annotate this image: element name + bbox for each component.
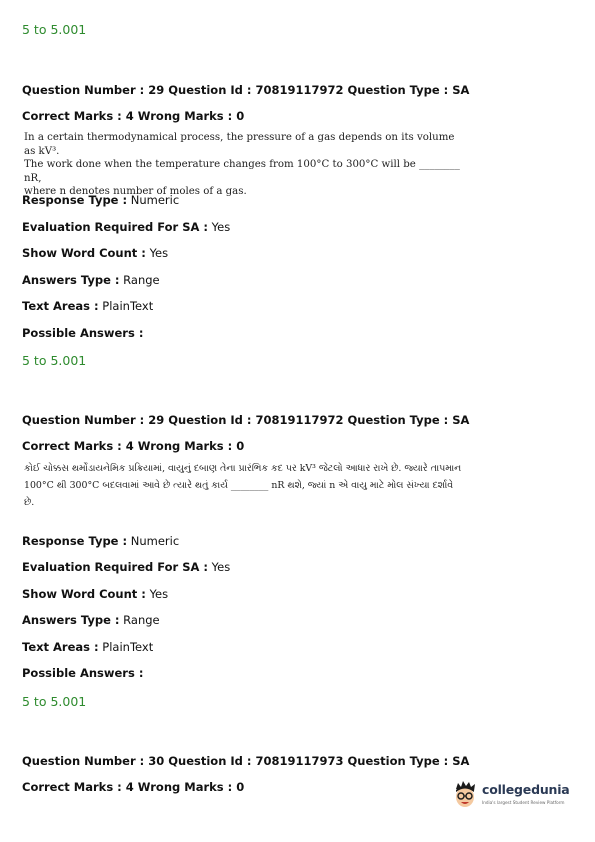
response-type-value: Numeric [130,193,180,207]
possible-answers-row [22,666,143,680]
question-marks: Correct Marks : 4 Wrong Marks : 0 [22,109,245,123]
text-areas-label: Text Areas : [22,299,99,313]
question-marks: Correct Marks : 4 Wrong Marks : 0 [22,439,245,453]
question-header: Question Number : 29 Question Id : 70819117972 Question Type : SA [22,83,470,97]
question-text [24,131,464,199]
possible-answers-label: Possible Answers : [22,666,144,680]
possible-answer-value: 5 to 5.001 [22,22,87,37]
evaluation-row [22,560,230,574]
question-text-line: In a certain thermodynamical process, the pressure of a gas depends on its volume as kV³. [24,132,455,157]
word-count-value: Yes [149,587,169,601]
question-text [24,460,464,511]
question-text-line: 100°C થી 300°C બદલવામાં આવે છે ત્યારે થતું કાર્ય ________ nR થશે, જ્યાં n એ વાયુ માટે મોલ સંખ્યા દર્શાવે [24,480,454,491]
answers-type-label: Answers Type : [22,273,120,287]
possible-answer-value: 5 to 5.001 [22,694,87,709]
question-header: Question Number : 29 Question Id : 70819117972 Question Type : SA [22,413,470,427]
response-type-row [22,193,179,207]
question-marks: Correct Marks : 4 Wrong Marks : 0 [22,780,245,794]
answers-type-label: Answers Type : [22,613,120,627]
answers-type-value: Range [123,613,160,627]
evaluation-value: Yes [211,220,231,234]
question-text-line: The work done when the temperature changes from 100°C to 300°C will be ________ nR, [24,159,460,184]
text-areas-label: Text Areas : [22,640,99,654]
text-areas-row [22,640,153,654]
evaluation-label: Evaluation Required For SA : [22,560,209,574]
word-count-value: Yes [149,246,169,260]
question-header: Question Number : 30 Question Id : 70819117973 Question Type : SA [22,754,470,768]
word-count-row [22,587,168,601]
question-text-line: છે. [24,497,35,508]
text-areas-row [22,299,153,313]
logo-tagline: India's largest Student Review Platform [482,800,565,805]
response-type-value: Numeric [130,534,180,548]
possible-answers-row [22,326,143,340]
response-type-row [22,534,179,548]
response-type-label: Response Type : [22,534,128,548]
possible-answers-label: Possible Answers : [22,326,144,340]
possible-answer-value: 5 to 5.001 [22,353,87,368]
question-text-line: where n denotes number of moles of a gas. [24,186,247,197]
text-areas-value: PlainText [102,299,154,313]
evaluation-label: Evaluation Required For SA : [22,220,209,234]
word-count-row [22,246,168,260]
answers-type-row [22,273,160,287]
answers-type-row [22,613,160,627]
response-type-label: Response Type : [22,193,128,207]
evaluation-row [22,220,230,234]
logo-name: collegedunia [482,782,570,797]
collegedunia-logo [452,778,572,814]
student-face-icon [452,780,478,810]
text-areas-value: PlainText [102,640,154,654]
word-count-label: Show Word Count : [22,587,146,601]
word-count-label: Show Word Count : [22,246,146,260]
answers-type-value: Range [123,273,160,287]
question-text-line: કોઈ ચોક્કસ થર્મોડાયનેમિક પ્રક્રિયામાં, વાયુનું દબાણ તેના પ્રારંભિક કદ પર kV³ જેટલો આધાર રાખે છે. જ્યારે તાપમાન [24,463,462,474]
evaluation-value: Yes [211,560,231,574]
